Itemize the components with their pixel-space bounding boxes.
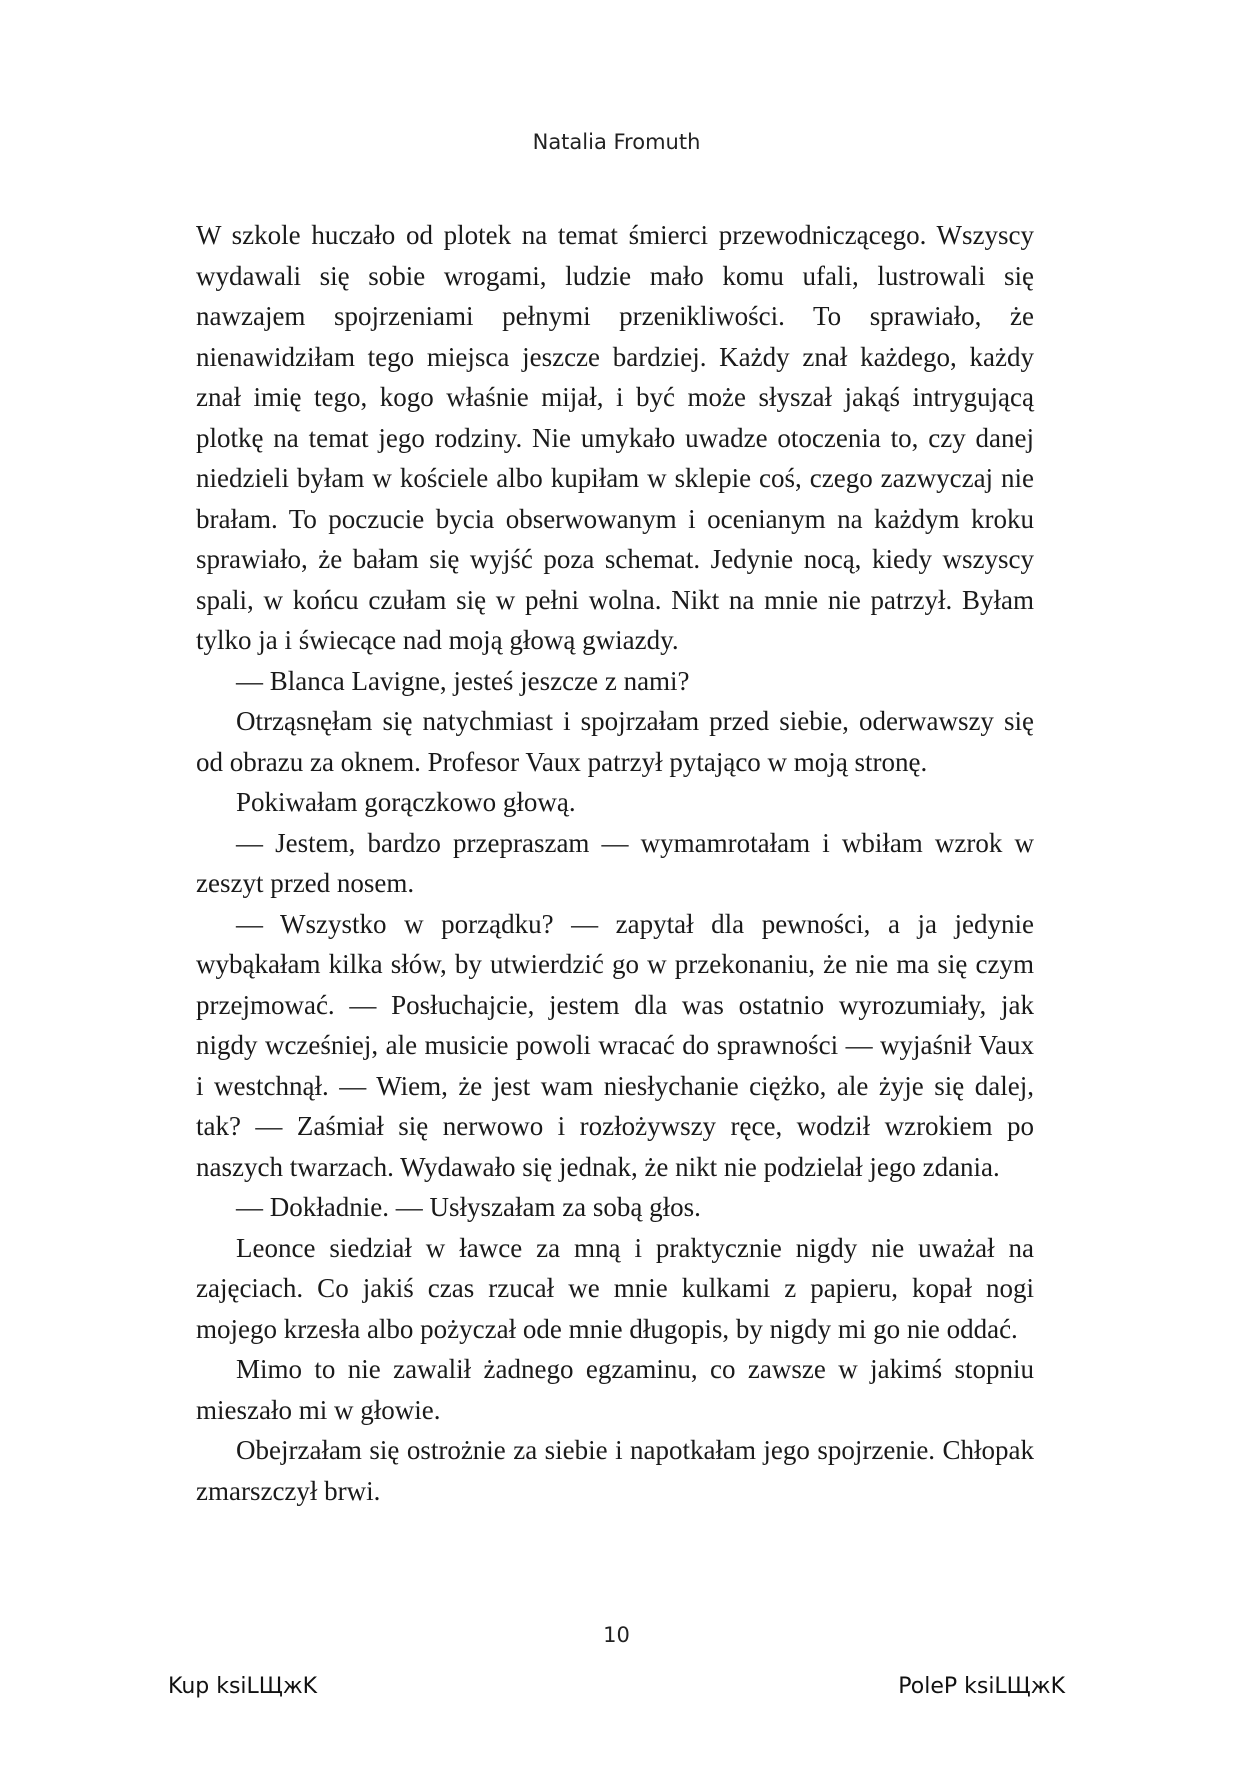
paragraph: — Wszystko w porządku? — zapytał dla pewności, a ja jedynie wybąkałam kilka słów, by utwierdzić go w przekonaniu, że nie ma się czym przejmować. — Posłuchajcie, jestem dla was ostatnio wyrozumiały, jak nigdy wcześniej, ale musicie powoli wracać do sprawności — wyjaśnił Vaux i westchnął. — Wiem, że jest wam niesłychanie ciężko, ale żyje się dalej, tak? — Zaśmiał się nerwowo i rozłożywszy ręce, wodził wzrokiem po naszych twarzach. Wydawało się jednak, że nikt nie podzielał jego zdania. [196,908,1034,1182]
paragraph: — Dokładnie. — Usłyszałam za sobą głos. [236,1192,701,1222]
buy-book-link[interactable]: Kup ksiLЩжK [168,1674,318,1699]
recommend-book-link[interactable]: PoleP ksiLЩжK [898,1674,1065,1699]
page-number: 10 [603,1623,630,1647]
paragraph: Obejrzałam się ostrożnie za siebie i napotkałam jego spojrzenie. Chłopak zmarszczył brwi. [196,1435,1034,1506]
paragraph: Pokiwałam gorączkowo głową. [236,787,576,817]
paragraph: — Blanca Lavigne, jesteś jeszcze z nami? [236,665,690,696]
running-header-author: Natalia Fromuth [532,130,701,154]
body-text [196,215,1034,1511]
paragraph: Mimo to nie zawalił żadnego egzaminu, co zawsze w jakimś stopniu mieszało mi w głowie. [196,1354,1034,1425]
paragraph: — Jestem, bardzo przepraszam — wymamrotałam i wbiłam wzrok w zeszyt przed nosem. [196,827,1034,898]
paragraph: Leonce siedział w ławce za mną i praktycznie nigdy nie uważał na zajęciach. Co jakiś czas rzucał we mnie kulkami z papieru, kopał nogi mojego krzesła albo pożyczał ode mnie długopis, by nigdy mi go nie oddać. [196,1232,1034,1344]
paragraph: Otrząsnęłam się natychmiast i spojrzałam przed siebie, oderwawszy się od obrazu za oknem. Profesor Vaux patrzył pytająco w moją stronę. [196,706,1034,777]
paragraph: W szkole huczało od plotek na temat śmierci przewodniczącego. Wszyscy wydawali się sobie wrogami, ludzie mało komu ufali, lustrowali się nawzajem spojrzeniami pełnymi przenikliwości. To sprawiało, że nienawidziłam tego miejsca jeszcze bardziej. Każdy znał każdego, każdy znał imię tego, kogo właśnie mijał, i być może słyszał jakąś intrygującą plotkę na temat jego rodziny. Nie umykało uwadze otoczenia to, czy danej niedzieli byłam w kościele albo kupiłam w sklepie coś, czego zazwyczaj nie brałam. To poczucie bycia obserwowanym i ocenianym na każdym kroku sprawiało, że bałam się wyjść poza schemat. Jedynie nocą, kiedy wszyscy spali, w końcu czułam się w pełni wolna. Nikt na mnie nie patrzył. Byłam tylko ja i świecące nad moją głową gwiazdy. [196,220,1034,655]
